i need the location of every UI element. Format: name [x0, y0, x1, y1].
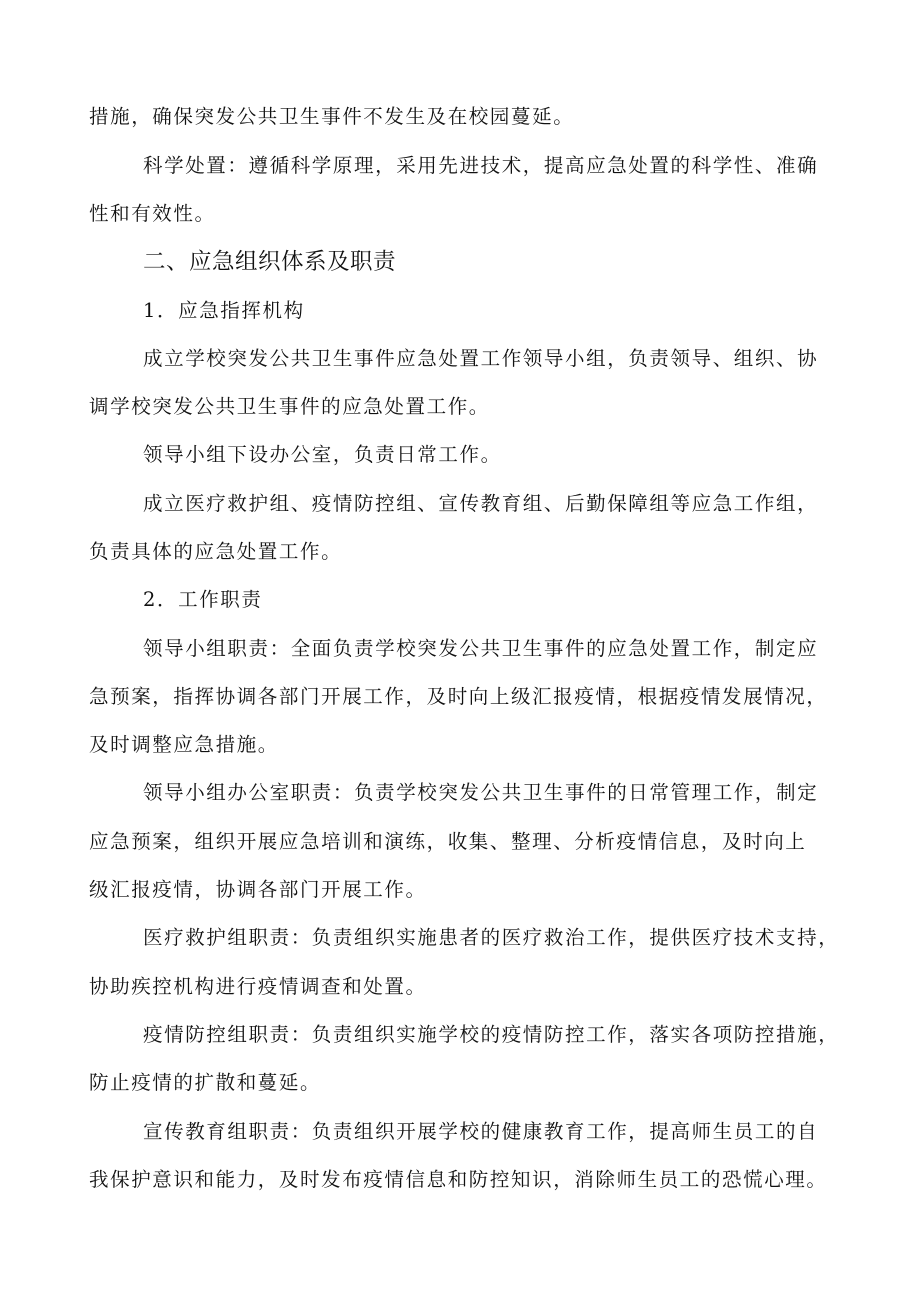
text-line: 性和有效性。 [89, 202, 216, 225]
text-line: 我保护意识和能力，及时发布疫情信息和防控知识，消除师生员工的恐慌心理。 [89, 1168, 828, 1191]
text-line: 调学校突发公共卫生事件的应急处置工作。 [89, 395, 490, 418]
section-heading: 二、应急组织体系及职责 [143, 249, 397, 275]
text-line: 宣传教育组职责：负责组织开展学校的健康教育工作，提高师生员工的自 [143, 1120, 819, 1143]
text-line: 领导小组办公室职责：负责学校突发公共卫生事件的日常管理工作，制定 [143, 781, 819, 804]
text-line: 医疗救护组职责：负责组织实施患者的医疗救治工作，提供医疗技术支持， [143, 926, 840, 949]
text-line: 成立学校突发公共卫生事件应急处置工作领导小组，负责领导、组织、协 [143, 347, 819, 370]
text-line: 领导小组职责：全面负责学校突发公共卫生事件的应急处置工作，制定应 [143, 637, 819, 660]
text-line: 级汇报疫情，协调各部门开展工作。 [89, 878, 427, 901]
subsection-heading: 2．工作职责 [143, 588, 263, 611]
text-line: 急预案，指挥协调各部门开展工作，及时向上级汇报疫情，根据疫情发展情况， [89, 685, 828, 708]
text-line: 科学处置：遵循科学原理，采用先进技术，提高应急处置的科学性、准确 [143, 154, 819, 177]
text-line: 及时调整应急措施。 [89, 733, 279, 756]
text-line: 领导小组下设办公室，负责日常工作。 [143, 443, 502, 466]
text-line: 措施，确保突发公共卫生事件不发生及在校园蔓延。 [89, 105, 575, 128]
subsection-heading: 1．应急指挥机构 [143, 299, 305, 322]
text-line: 疫情防控组职责：负责组织实施学校的疫情防控工作，落实各项防控措施， [143, 1023, 840, 1046]
text-line: 应急预案，组织开展应急培训和演练，收集、整理、分析疫情信息，及时向上 [89, 830, 807, 853]
text-line: 协助疾控机构进行疫情调查和处置。 [89, 975, 427, 998]
text-line: 负责具体的应急处置工作。 [89, 540, 343, 563]
text-line: 防止疫情的扩散和蔓延。 [89, 1071, 322, 1094]
text-line: 成立医疗救护组、疫情防控组、宣传教育组、后勤保障组等应急工作组， [143, 492, 819, 515]
